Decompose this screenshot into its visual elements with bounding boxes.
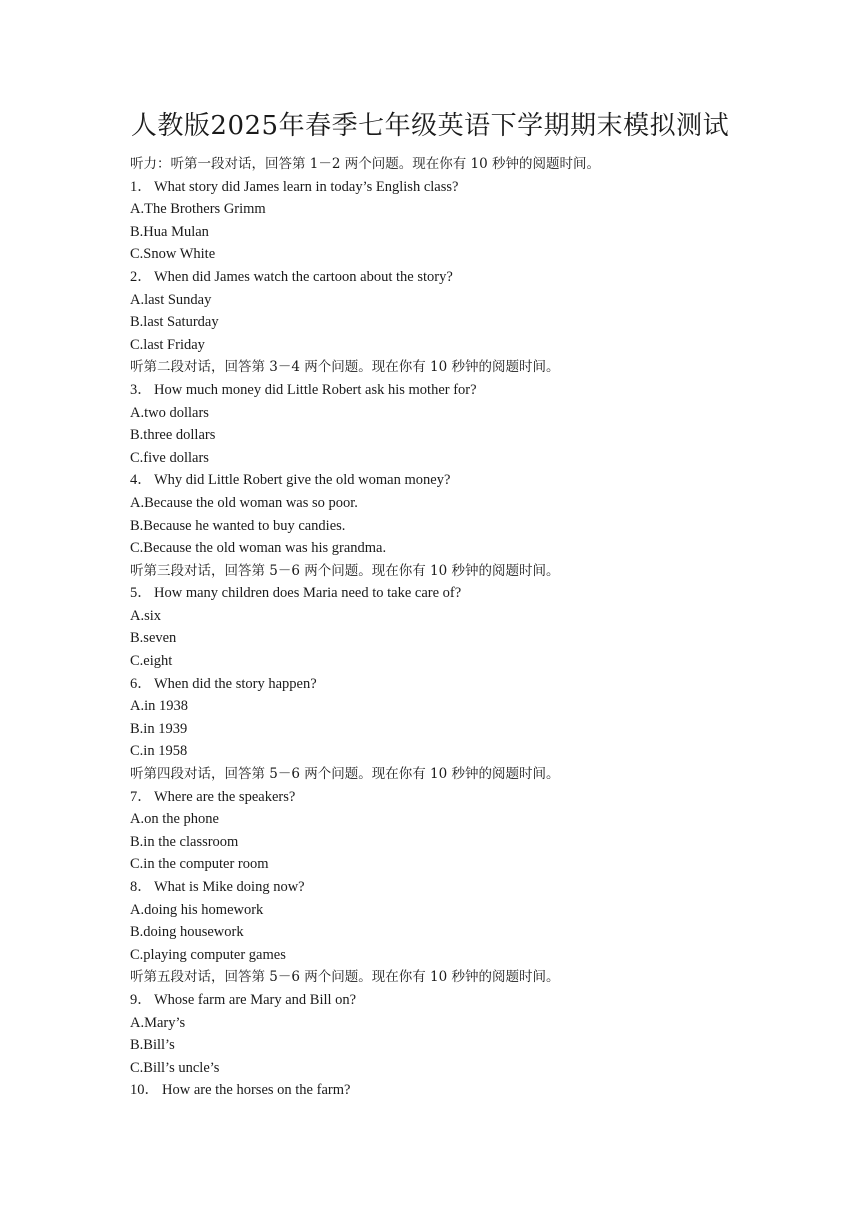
question-text: When did James watch the cartoon about the story? [154, 268, 453, 285]
question-text: When did the story happen? [154, 675, 317, 692]
question-number: 8． [130, 879, 152, 895]
section-instruction: 听力：听第一段对话，回答第 1－2 两个问题。现在你有 10 秒钟的阅题时间。 [130, 156, 601, 172]
question-number: 9． [130, 991, 152, 1008]
document-body [130, 153, 770, 1102]
answer-option: C.playing computer games [130, 946, 286, 963]
question-line [130, 266, 770, 289]
question-text: How many children does Maria need to take care of? [154, 585, 462, 602]
answer-option: B.seven [130, 630, 177, 647]
question-text: What story did James learn in today’s English class? [154, 178, 459, 195]
answer-option: B.Bill’s [130, 1037, 175, 1054]
answer-option: B.last Saturday [130, 314, 219, 331]
answer-option: C.five dollars [130, 449, 209, 466]
question-number: 5． [130, 585, 152, 602]
question-text: Why did Little Robert give the old woman money? [154, 472, 451, 489]
answer-option: C.Because the old woman was his grandma. [130, 540, 387, 557]
answer-option: A.Because the old woman was so poor. [130, 494, 358, 511]
answer-option: C.Bill’s uncle’s [130, 1059, 220, 1076]
answer-option: B.doing housework [130, 924, 244, 941]
answer-option: A.six [130, 607, 162, 624]
question-text: Whose farm are Mary and Bill on? [154, 991, 357, 1008]
answer-option: A.Mary’s [130, 1014, 186, 1031]
answer-option: B.in 1939 [130, 720, 188, 737]
answer-option: A.two dollars [130, 404, 209, 421]
answer-option: A.doing his homework [130, 901, 264, 918]
section-instruction: 听第二段对话，回答第 3－4 两个问题。现在你有 10 秒钟的阅题时间。 [130, 359, 560, 376]
section-instruction: 听第四段对话，回答第 5－6 两个问题。现在你有 10 秒钟的阅题时间。 [130, 766, 560, 783]
question-number: 6． [130, 675, 152, 692]
question-number: 2． [130, 268, 152, 285]
question-line [130, 469, 770, 492]
answer-option: B.Hua Mulan [130, 223, 209, 240]
answer-option: C.eight [130, 653, 173, 670]
answer-option: A.in 1938 [130, 698, 188, 715]
answer-option: B.in the classroom [130, 833, 239, 850]
question-text: How are the horses on the farm? [162, 1082, 351, 1099]
question-number: 1． [130, 178, 152, 195]
answer-option: C.in the computer room [130, 856, 269, 873]
question-line [130, 379, 770, 402]
question-line [130, 989, 770, 1012]
answer-option: C.Snow White [130, 246, 216, 263]
question-line [130, 582, 770, 605]
answer-option: B.Because he wanted to buy candies. [130, 517, 346, 534]
question-text: What is Mike doing now? [154, 879, 305, 895]
document-title: 人教版2025年春季七年级英语下学期期末模拟测试 [130, 111, 730, 141]
question-number: 3． [130, 381, 152, 398]
question-line [130, 176, 770, 199]
section-instruction: 听第五段对话，回答第 5－6 两个问题。现在你有 10 秒钟的阅题时间。 [130, 969, 560, 986]
answer-option: A.last Sunday [130, 291, 212, 308]
answer-option: C.last Friday [130, 336, 205, 353]
question-line [130, 876, 770, 899]
question-line [130, 1079, 770, 1102]
section-instruction: 听第三段对话，回答第 5－6 两个问题。现在你有 10 秒钟的阅题时间。 [130, 562, 560, 579]
answer-option: A.The Brothers Grimm [130, 201, 266, 218]
question-text: How much money did Little Robert ask his mother for? [154, 381, 477, 398]
question-number: 10． [130, 1082, 159, 1099]
answer-option: C.in 1958 [130, 743, 188, 760]
answer-option: A.on the phone [130, 811, 219, 828]
question-number: 4． [130, 472, 152, 489]
question-number: 7． [130, 788, 152, 805]
answer-option: B.three dollars [130, 427, 216, 444]
question-text: Where are the speakers? [154, 788, 296, 805]
question-line [130, 786, 770, 809]
question-line [130, 673, 770, 696]
